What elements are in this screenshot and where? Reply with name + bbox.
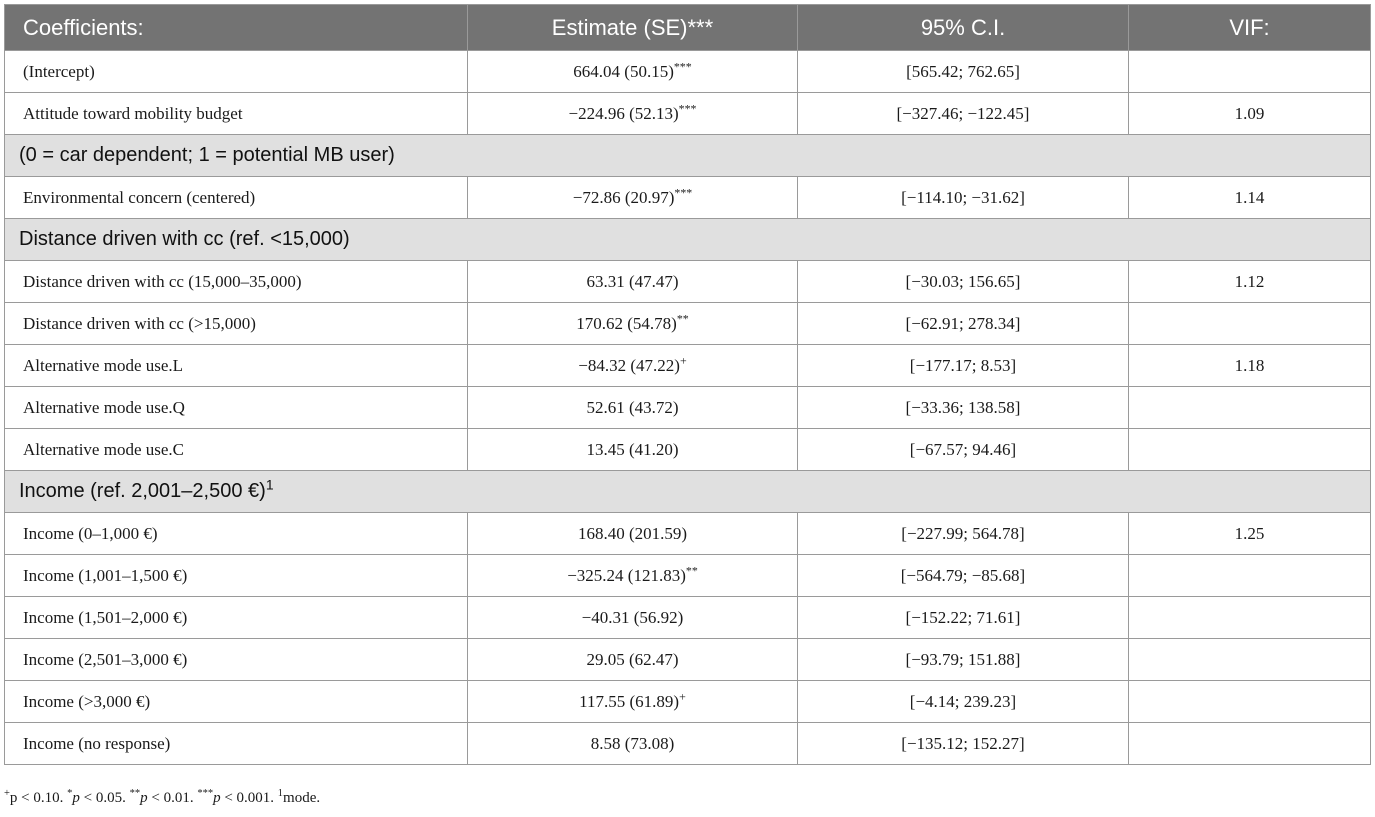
significance-mark: + — [679, 688, 686, 703]
estimate-value: 170.62 (54.78) — [576, 313, 677, 333]
coefficient-name: Income (1,501–2,000 €) — [5, 597, 468, 639]
footnote-p-4: p — [213, 790, 221, 806]
table-row — [5, 681, 1371, 723]
table-row — [5, 387, 1371, 429]
section-label-text: Distance driven with cc (ref. <15,000) — [19, 228, 350, 250]
ci-cell: [−177.17; 8.53] — [798, 345, 1129, 387]
estimate-cell — [468, 681, 798, 723]
estimate-cell — [468, 555, 798, 597]
estimate-cell — [468, 345, 798, 387]
estimate-value: −224.96 (52.13) — [568, 103, 679, 123]
estimate-cell — [468, 723, 798, 765]
coefficient-name: Distance driven with cc (>15,000) — [5, 303, 468, 345]
footnote-text-5: mode. — [283, 790, 321, 806]
vif-cell — [1129, 639, 1371, 681]
significance-mark: ** — [685, 562, 698, 577]
vif-cell — [1129, 387, 1371, 429]
coefficients-table — [4, 4, 1371, 765]
header-estimate: Estimate (SE)*** — [468, 5, 798, 51]
estimate-cell — [468, 177, 798, 219]
coefficient-name: Alternative mode use.L — [5, 345, 468, 387]
footnote-text-1: p < 0.10. — [9, 790, 68, 806]
vif-cell: 1.09 — [1129, 93, 1371, 135]
section-label-superscript: 1 — [265, 476, 274, 493]
estimate-value: 8.58 (73.08) — [590, 733, 675, 753]
vif-cell — [1129, 429, 1371, 471]
estimate-value: 168.40 (201.59) — [577, 523, 688, 543]
section-label — [5, 135, 1371, 177]
estimate-cell — [468, 639, 798, 681]
estimate-value: 29.05 (62.47) — [586, 649, 679, 669]
estimate-cell — [468, 51, 798, 93]
ci-cell: [−114.10; −31.62] — [798, 177, 1129, 219]
section-row — [5, 135, 1371, 177]
table-row — [5, 177, 1371, 219]
ci-cell: [−67.57; 94.46] — [798, 429, 1129, 471]
coefficient-name: (Intercept) — [5, 51, 468, 93]
vif-cell: 1.25 — [1129, 513, 1371, 555]
section-row — [5, 471, 1371, 513]
footnote-mark-1star: * — [67, 788, 73, 799]
footnote-mark-superscript-1: 1 — [277, 788, 284, 799]
coefficient-name: Income (2,501–3,000 €) — [5, 639, 468, 681]
table-row — [5, 345, 1371, 387]
estimate-value: −325.24 (121.83) — [567, 565, 686, 585]
ci-cell: [−564.79; −85.68] — [798, 555, 1129, 597]
ci-cell: [−227.99; 564.78] — [798, 513, 1129, 555]
significance-mark: ** — [676, 310, 689, 325]
coefficient-name: Income (1,001–1,500 €) — [5, 555, 468, 597]
significance-mark: *** — [673, 58, 692, 73]
table-footnote — [4, 790, 320, 807]
estimate-value: 52.61 (43.72) — [586, 397, 679, 417]
estimate-cell — [468, 597, 798, 639]
table-row — [5, 513, 1371, 555]
estimate-value: 63.31 (47.47) — [586, 271, 679, 291]
footnote-mark-plus: + — [4, 788, 10, 799]
footnote-text-2: < 0.05. — [79, 790, 130, 806]
vif-cell — [1129, 303, 1371, 345]
footnote-text-3: < 0.01. — [147, 790, 198, 806]
ci-cell: [−30.03; 156.65] — [798, 261, 1129, 303]
vif-cell — [1129, 51, 1371, 93]
table-row — [5, 51, 1371, 93]
estimate-value: 13.45 (41.20) — [586, 439, 679, 459]
significance-mark: *** — [678, 100, 697, 115]
vif-cell — [1129, 681, 1371, 723]
estimate-cell — [468, 513, 798, 555]
footnote-mark-2star: ** — [129, 788, 141, 799]
footnote-text-4: < 0.001. — [220, 790, 278, 806]
section-row — [5, 219, 1371, 261]
vif-cell: 1.14 — [1129, 177, 1371, 219]
section-label — [5, 471, 1371, 513]
estimate-cell — [468, 429, 798, 471]
section-label-text: Income (ref. 2,001–2,500 €) — [19, 480, 266, 502]
footnote-p-2: p — [72, 790, 80, 806]
coefficient-name: Alternative mode use.Q — [5, 387, 468, 429]
estimate-value: 117.55 (61.89) — [579, 691, 680, 711]
header-ci: 95% C.I. — [798, 5, 1129, 51]
vif-cell — [1129, 723, 1371, 765]
ci-cell: [565.42; 762.65] — [798, 51, 1129, 93]
section-label-text: (0 = car dependent; 1 = potential MB user) — [19, 144, 395, 166]
ci-cell: [−93.79; 151.88] — [798, 639, 1129, 681]
table-row — [5, 639, 1371, 681]
ci-cell: [−327.46; −122.45] — [798, 93, 1129, 135]
coefficient-name: Income (0–1,000 €) — [5, 513, 468, 555]
section-label — [5, 219, 1371, 261]
ci-cell: [−4.14; 239.23] — [798, 681, 1129, 723]
table-body — [5, 51, 1371, 765]
coefficient-name: Attitude toward mobility budget — [5, 93, 468, 135]
vif-cell: 1.12 — [1129, 261, 1371, 303]
coefficient-name: Income (no response) — [5, 723, 468, 765]
table-row — [5, 429, 1371, 471]
ci-cell: [−33.36; 138.58] — [798, 387, 1129, 429]
header-coefficients: Coefficients: — [5, 5, 468, 51]
header-vif: VIF: — [1129, 5, 1371, 51]
table-row — [5, 303, 1371, 345]
significance-mark: *** — [674, 184, 693, 199]
coefficient-name: Alternative mode use.C — [5, 429, 468, 471]
ci-cell: [−152.22; 71.61] — [798, 597, 1129, 639]
estimate-value: −72.86 (20.97) — [572, 187, 675, 207]
table-row — [5, 723, 1371, 765]
estimate-value: −84.32 (47.22) — [578, 355, 680, 375]
header-row — [5, 5, 1371, 51]
estimate-cell — [468, 93, 798, 135]
estimate-cell — [468, 303, 798, 345]
vif-cell — [1129, 555, 1371, 597]
significance-mark: + — [679, 352, 687, 367]
vif-cell: 1.18 — [1129, 345, 1371, 387]
vif-cell — [1129, 597, 1371, 639]
estimate-value: 664.04 (50.15) — [573, 61, 674, 81]
footnote-p-3: p — [140, 790, 148, 806]
coefficient-name: Environmental concern (centered) — [5, 177, 468, 219]
ci-cell: [−135.12; 152.27] — [798, 723, 1129, 765]
estimate-cell — [468, 261, 798, 303]
table-row — [5, 555, 1371, 597]
estimate-cell — [468, 387, 798, 429]
table-row — [5, 93, 1371, 135]
table-row — [5, 597, 1371, 639]
coefficient-name: Distance driven with cc (15,000–35,000) — [5, 261, 468, 303]
ci-cell: [−62.91; 278.34] — [798, 303, 1129, 345]
table-row — [5, 261, 1371, 303]
footnote-mark-3star: *** — [197, 788, 214, 799]
estimate-value: −40.31 (56.92) — [581, 607, 684, 627]
coefficient-name: Income (>3,000 €) — [5, 681, 468, 723]
